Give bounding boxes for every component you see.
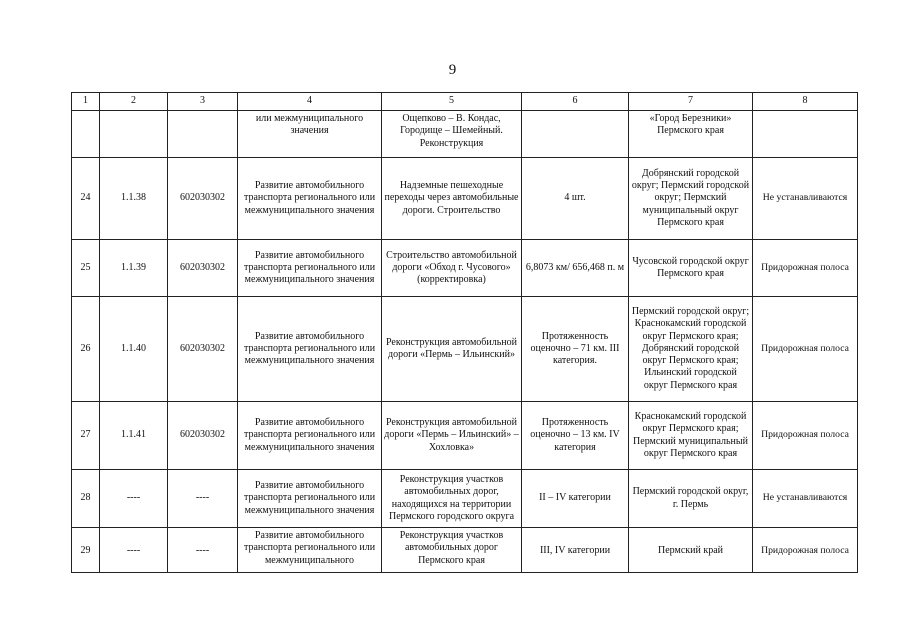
- table-cell: ----: [168, 470, 238, 528]
- table-row: [72, 402, 858, 470]
- table-row: [72, 470, 858, 528]
- table-cell: 602030302: [168, 402, 238, 470]
- table-cell: Развитие автомобильного транспорта регионального или межмуниципального: [238, 528, 382, 573]
- table-cell: 24: [72, 158, 100, 240]
- table-row: [72, 297, 858, 402]
- table-cell: 602030302: [168, 158, 238, 240]
- table-cell: 4 шт.: [522, 158, 629, 240]
- table-cell: 6,8073 км/ 656,468 п. м: [522, 240, 629, 297]
- table-cell: Протяженность оценочно – 71 км. III категория.: [522, 297, 629, 402]
- table-cell: Не устанавливаются: [753, 470, 858, 528]
- table-cell: Пермский городской округ; Краснокамский городской округ Пермского края; Добрянский городской округ Пермского края; Ильинский городской округ Пермского края: [629, 297, 753, 402]
- table-cell: 26: [72, 297, 100, 402]
- header-cell: 4: [238, 93, 382, 111]
- table-row: [72, 158, 858, 240]
- header-cell: 1: [72, 93, 100, 111]
- table-cell: Не устанавливаются: [753, 158, 858, 240]
- table-cell: 602030302: [168, 297, 238, 402]
- table-cell: [100, 111, 168, 158]
- table-cell: [72, 111, 100, 158]
- table-cell: 25: [72, 240, 100, 297]
- table-row: [72, 111, 858, 158]
- table-cell: [522, 111, 629, 158]
- table-cell: 27: [72, 402, 100, 470]
- table-cell: 1.1.38: [100, 158, 168, 240]
- header-cell: 5: [382, 93, 522, 111]
- header-cell: 2: [100, 93, 168, 111]
- table-cell: Развитие автомобильного транспорта регионального или межмуниципального значения: [238, 158, 382, 240]
- table-cell: Реконструкция автомобильной дороги «Пермь – Ильинский» – Хохловка»: [382, 402, 522, 470]
- table-cell: или межмуниципального значения: [238, 111, 382, 158]
- table-cell: Придорожная полоса: [753, 402, 858, 470]
- table-cell: Реконструкция участков автомобильных дорог, находящихся на территории Пермского городского округа: [382, 470, 522, 528]
- table-row: [72, 240, 858, 297]
- table-cell: 1.1.41: [100, 402, 168, 470]
- table-cell: Чусовской городской округ Пермского края: [629, 240, 753, 297]
- table-cell: Ощепково – В. Кондас, Городище – Шемейный. Реконструкция: [382, 111, 522, 158]
- header-cell: 8: [753, 93, 858, 111]
- table-cell: Строительство автомобильной дороги «Обход г. Чусового» (корректировка): [382, 240, 522, 297]
- table-cell: III, IV категории: [522, 528, 629, 573]
- table-cell: 602030302: [168, 240, 238, 297]
- table-cell: 29: [72, 528, 100, 573]
- header-cell: 6: [522, 93, 629, 111]
- table-cell: ----: [100, 528, 168, 573]
- data-table: [71, 92, 858, 573]
- table-cell: Протяженность оценочно – 13 км. IV категория: [522, 402, 629, 470]
- table-cell: Придорожная полоса: [753, 528, 858, 573]
- table-cell: ----: [168, 528, 238, 573]
- header-cell: 3: [168, 93, 238, 111]
- table-cell: ----: [100, 470, 168, 528]
- header-cell: 7: [629, 93, 753, 111]
- table-cell: Реконструкция автомобильной дороги «Пермь – Ильинский»: [382, 297, 522, 402]
- page-number: 9: [448, 62, 457, 78]
- table-cell: Краснокамский городской округ Пермского края; Пермский муниципальный округ Пермского края: [629, 402, 753, 470]
- table-cell: Пермский городской округ, г. Пермь: [629, 470, 753, 528]
- table-cell: Развитие автомобильного транспорта регионального или межмуниципального значения: [238, 240, 382, 297]
- table-cell: 28: [72, 470, 100, 528]
- table-cell: Придорожная полоса: [753, 297, 858, 402]
- table-cell: Надземные пешеходные переходы через автомобильные дороги. Строительство: [382, 158, 522, 240]
- table-cell: Придорожная полоса: [753, 240, 858, 297]
- table-cell: «Город Березники» Пермского края: [629, 111, 753, 158]
- table-cell: 1.1.39: [100, 240, 168, 297]
- table-cell: Развитие автомобильного транспорта регионального или межмуниципального значения: [238, 470, 382, 528]
- table-cell: Пермский край: [629, 528, 753, 573]
- table-cell: Развитие автомобильного транспорта регионального или межмуниципального значения: [238, 297, 382, 402]
- table-row: [72, 528, 858, 573]
- table-cell: [168, 111, 238, 158]
- table-cell: 1.1.40: [100, 297, 168, 402]
- table-cell: [753, 111, 858, 158]
- table-cell: Добрянский городской округ; Пермский городской округ; Пермский муниципальный округ Пермского края: [629, 158, 753, 240]
- table-cell: Реконструкция участков автомобильных дорог Пермского края: [382, 528, 522, 573]
- table-cell: Развитие автомобильного транспорта регионального или межмуниципального значения: [238, 402, 382, 470]
- header-row: [72, 93, 858, 111]
- table-cell: II – IV категории: [522, 470, 629, 528]
